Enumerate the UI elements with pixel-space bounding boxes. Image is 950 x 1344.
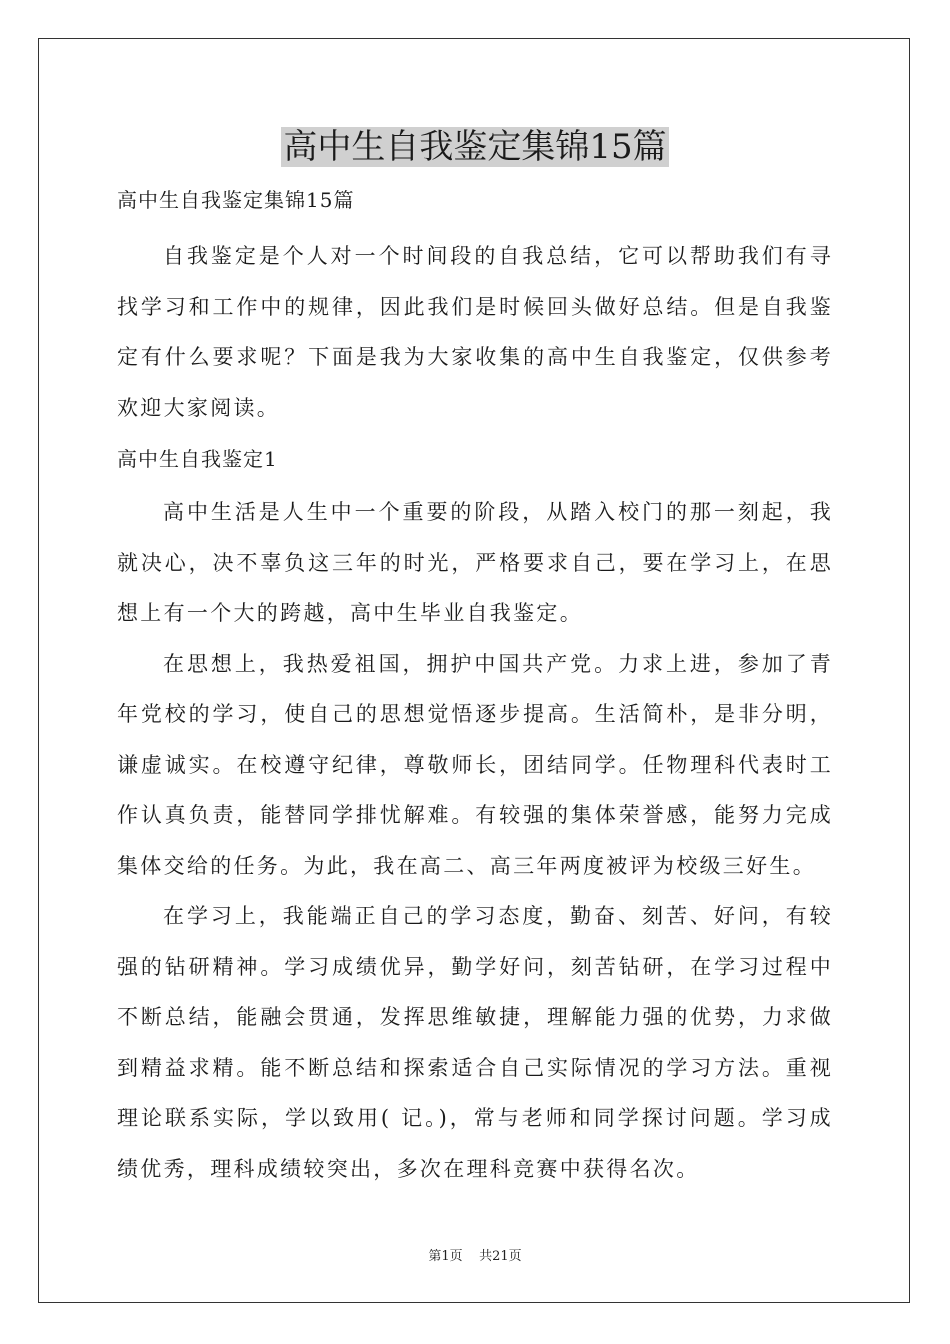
body-paragraph: 在思想上，我热爱祖国，拥护中国共产党。力求上进，参加了青年党校的学习，使自己的思想觉悟逐步提高。生活简朴，是非分明，谦虚诚实。在校遵守纪律，尊敬师长，团结同学。任物理科代表时工作认真负责，能替同学排忧解难。有较强的集体荣誉感，能努力完成集体交给的任务。为此，我在高二、高三年两度被评为校级三好生。 (117, 651, 833, 878)
intro-paragraph: 自我鉴定是个人对一个时间段的自我总结，它可以帮助我们有寻找学习和工作中的规律，因此我们是时候回头做好总结。但是自我鉴定有什么要求呢？下面是我为大家收集的高中生自我鉴定，仅供参考欢迎大家阅读。 (117, 244, 833, 420)
document-title-text: 高中生自我鉴定集锦15篇 (283, 127, 667, 167)
document-title (0, 124, 950, 170)
body-paragraph: 在学习上，我能端正自己的学习态度，勤奋、刻苦、好问，有较强的钻研精神。学习成绩优异，勤学好问，刻苦钻研，在学习过程中不断总结，能融会贯通，发挥思维敏捷，理解能力强的优势，力求做到精益求精。能不断总结和探索适合自己实际情况的学习方法。重视理论联系实际，学以致用( 记。)，常与老师和同学探讨问题。学习成绩优秀，理科成绩较突出，多次在理科竞赛中获得名次。 (117, 904, 833, 1181)
document-subtitle: 高中生自我鉴定集锦15篇 (117, 188, 355, 212)
page-footer: 第1页 共21页 (428, 1249, 522, 1264)
body-paragraph: 高中生活是人生中一个重要的阶段，从踏入校门的那一刻起，我就决心，决不辜负这三年的时光，严格要求自己，要在学习上，在思想上有一个大的跨越，高中生毕业自我鉴定。 (117, 500, 833, 625)
document-body (117, 180, 833, 1194)
section-heading: 高中生自我鉴定1 (117, 447, 278, 471)
